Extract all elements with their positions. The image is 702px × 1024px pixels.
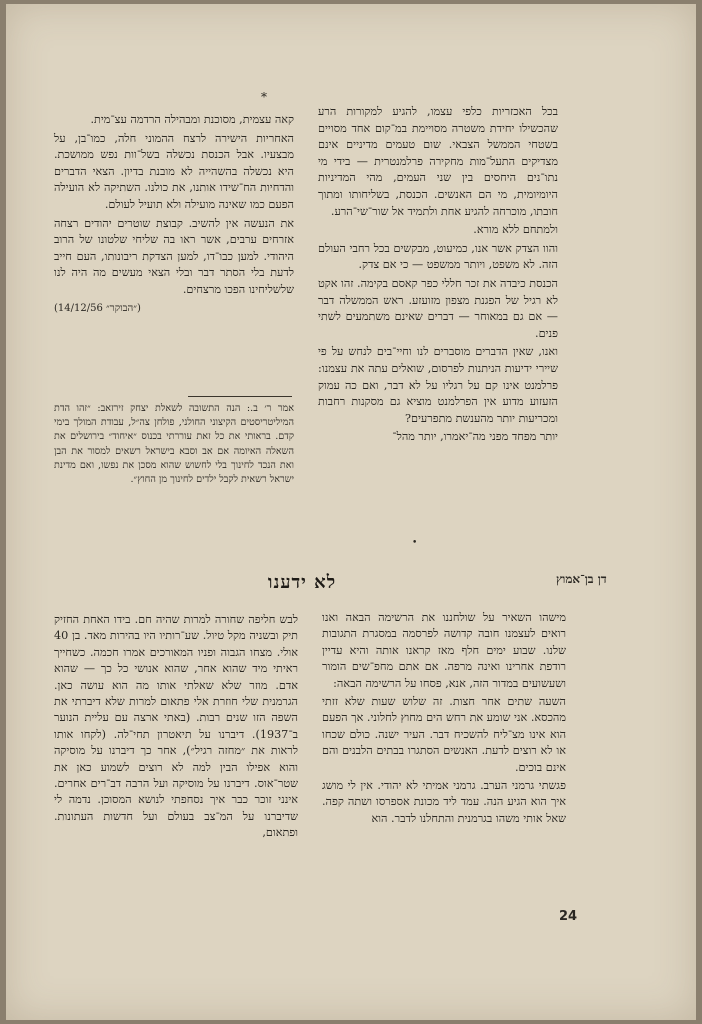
upper-left-column <box>54 112 294 317</box>
paragraph: לבש חליפה שחורה למרות שהיה חם. בידו האחת החזיק תיק ובשניה מקל טיול. שע־רותיו היו בהירות מאד. בן 40 אולי. מצחו הגבוה ופניו המאורכים אמרו חכמה. כשחייך ראיתי מיד שהוא אחר, שהוא אנושי כל כך — שהוא אדם. מוזר שלא שאלתי אותו מה הוא עושה כאן. הגרמנית שלי חוזרת אלי פתאום למרות שלא דיברתי את השפה הזו שנים רבות. (באתי ארצה עם עליית הנוער ב־1937). דיברנו על תיאטרון תחי־לה. (לקחו אותו לראות את ״מחזה רגיל״), אחר כך דיברנו על מוסיקה והוא אפילו הבין למה לא רוצים לשמוע כאן את שטר־אוס. דיברנו על מוסיקה ועל הרבה דב־רים אחרים. אינני זוכר כבר איך נסחפתי לנושא המסוכן. נדמה לי שדיברנו על המ־צב בעולם ועל חדשות העתונות. ופתאום, <box>54 613 298 840</box>
paragraph: פגשתי גרמני הערב. גרמני אמיתי לא יהודי. אין לי מושג איך הוא הגיע הנה. עמד ליד מכונת אספרסו ושתה קפה. שאל אותי משהו בגרמנית והתחלנו לדבר. הוא <box>322 779 566 825</box>
article-title: לא ידענו <box>267 572 337 593</box>
footnote-text: אמר ר׳ ב.: הנה התשובה לשאלת יצחק זירזאב: ״זהו הדת המיליטריסטים הקיצוני החולני, פולחן צה״ל, עבודת המולך בימי קדם. בראותי את כל זאת עוררתי בכנוס ״איחוד״ בירושלים את השאלה האיומה אם אב וסבא בישראל רשאים למסור את הבן ואת הנכד לחינוך בלי לחשוש שהוא מסכן את נפשו, ואם מדינת ישראל רשאית לקבל ילדים לחינוך מן החוץ״. <box>54 403 294 486</box>
paragraph: בכל האכזריות כלפי עצמו, להגיע למקורות הרע שהכשילו יחידת משטרה מסויימת במ־קום אחד מסויים בשטחי הממשל הצבאי. שום טעמים מדיניים אינם מצדיקים התעל־מות מחקירה פרלמנטרית — בידי מי נתו־נים היחסים בין שני העמים, מהי המדיניות היומיומית, מי הם האנשים. הכנסת, בשליחותו ומתוך חובתו, מוכרחה להגיע אחת ולתמיד אל שור־שי־הרע. <box>318 105 558 218</box>
paragraph: השעה שתים אחר חצות. זה שלוש שעות שלא זזתי מהכסא. אני שומע את רחש הים מחוץ לחלוני. אך הפעם הוא אינו מצ־ליח להשכיח דבר. העיר ישנה. כולם שכחו או לא רוצים לדעת. האנשים הסתגרו בבתים הלבנים והם אינם בוכים. <box>322 695 566 774</box>
paragraph: מישהו השאיר על שולחננו את הרשימה הבאה ואנו רואים לעצמנו חובה קדושה לפרסמה במסגרת התגובות שלנו. שבוע ימים חלף מאז קראנו אותה והיא עדיין רודפת אחרינו ואינה מרפה. אם אתם מחפ־שים הומור ושעשועים במדור הזה, אנא, פסחו על הרשימה הבאה: <box>322 611 566 690</box>
magazine-page <box>6 4 696 1020</box>
page-number: 24 <box>559 909 578 924</box>
divider-rule <box>188 396 292 397</box>
paragraph: את הנעשה אין להשיב. קבוצת שוטרים יהודים רצחה אזרחים ערבים, אשר ראו בה שליחי שלטונו של הרוב היהודי. למען כבו־דו, למען הצדקת ריבונותו, העם חייב לדעת בלי הסתר דבר ובלי הצאי מעשים מה היה לנו שלשליחינו הפכו מרצחים. <box>54 216 294 296</box>
ornament-dot: • <box>412 538 418 548</box>
paragraph: הכנסת כיבדה את זכר חללי כפר קאסם בקימה. זהו אקט לא רגיל של הפגנת מצפון מזועזע. ראש הממשלה דבר — אם גם במאוחר — דברים שאינם משתמעים לשתי פנים. <box>318 276 558 340</box>
lower-left-column <box>54 612 298 844</box>
paragraph: ואנו, שאין הדברים מוסברים לנו וחיי־בים לנחש על פי שיירי ידיעות הניתנות לפרסום, שואלים עתה את עצמנו: פרלמנט אינו קם על רגליו על לא דבר, ואם כה עמוק הזעזוע מדוע אין הפרלמנט מוציא גם מסקנות רחבות ומכריעות יותר מהענשת מתפרעים? <box>318 345 558 425</box>
paragraph: האחריות הישירה לרצח ההמוני חלה, כמו־בן, על מבצעיו. אבל הכנסת נכשלה בשל־וות נפש ממושכת. היא נכשלה בהשהייה לא מובנת בדיון. הצאי הדברים והדחיות הח־שידו אותנו, את כולנו. השתיקה לא הועילה הפעם כמו שאינה מועילה ולא תועיל לעולם. <box>54 131 294 211</box>
paragraph: יותר מפחד מפני מה־יאמרו, יותר מהל־ <box>392 430 558 444</box>
footnote <box>54 402 294 489</box>
source-citation: (14/12/56 ״הבוקר״) <box>54 302 141 314</box>
lower-right-column <box>322 610 566 829</box>
paragraph: קאה עצמית, מסוכנת ומבהילה הרדמה עצ־מית. <box>90 113 294 126</box>
article-author: דן בן־אמוץ <box>556 572 607 586</box>
paragraph: והוו הצדק אשר אנו, כמיעוט, מבקשים בכל רחבי העולם הזה. לא משפט, ויותר ממשפט — כי אם צדק. <box>318 241 558 272</box>
paragraph: ולמתחם ללא מורא. <box>473 223 558 237</box>
upper-right-column <box>318 104 558 448</box>
asterisk-marker: * <box>261 90 267 104</box>
